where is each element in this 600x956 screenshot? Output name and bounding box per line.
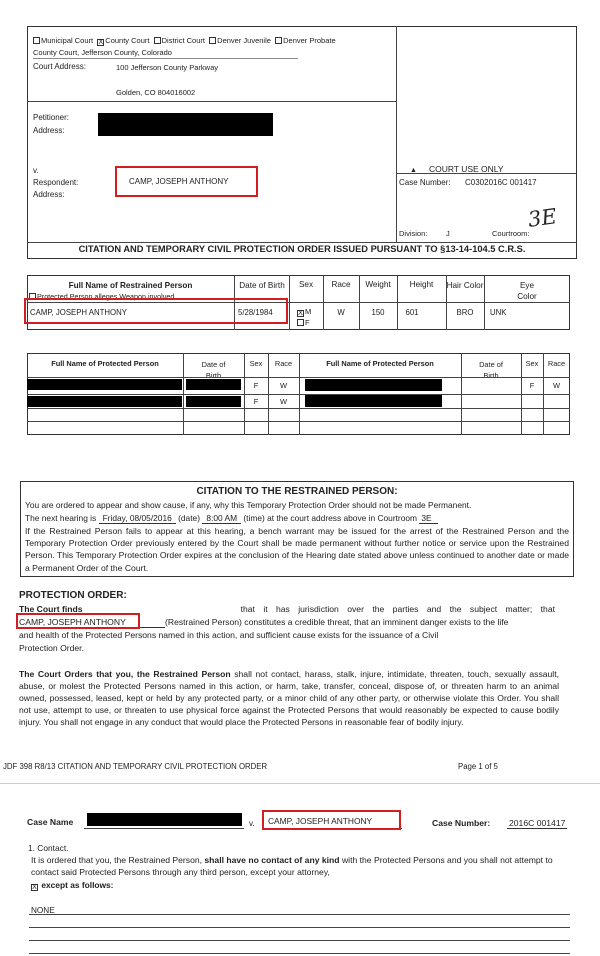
col-eye: Eye Color (517, 281, 537, 301)
col-hair: Hair Color (446, 281, 484, 290)
redacted-protected-name-1 (27, 379, 182, 390)
court-address-line2: Golden, CO 804016002 (116, 88, 196, 97)
except-checkbox-box[interactable]: X (32, 884, 37, 891)
redacted-protected-dob-1 (186, 379, 241, 390)
col-protected-dob-1: Date of Birth (201, 360, 226, 377)
except-checkbox[interactable]: X except as follows: (32, 880, 114, 891)
court-option-county[interactable]: X County Court (98, 36, 150, 46)
petitioner-label: Petitioner: (33, 113, 70, 122)
restrained-name-value: CAMP, JOSEPH ANTHONY (30, 308, 127, 317)
p2-case-number: 2016C 001417 (509, 818, 566, 828)
petitioner-address-label: Address: (33, 126, 65, 135)
col-sex: Sex (298, 280, 314, 289)
col-weight: Weight (365, 280, 391, 289)
redacted-protected-name-3 (27, 396, 182, 407)
citation-line1: You are ordered to appear and show cause, if any, why this Temporary Protection Order should not be made Permanent. (25, 500, 472, 510)
courtroom-signature: 3E (526, 204, 559, 232)
caption-box (27, 26, 577, 259)
checkbox-district[interactable] (154, 37, 161, 44)
court-option-municipal[interactable]: Municipal Court (33, 36, 93, 45)
restrained-sex-m: X M (298, 307, 312, 317)
contact-text: It is ordered that you, the Restrained Person, shall have no contact of any kind with the Protected Persons and you shall not attempt to contact said Protected Persons through any third person, except your attorney, (31, 855, 553, 878)
citation-hearing-line: The next hearing is Friday, 08/05/2016 (date) 8:00 AM (time) at the court address above in Courtroom 3E (25, 513, 438, 523)
redacted-protected-name-4 (305, 395, 442, 407)
restrained-eye-value: UNK (490, 308, 507, 317)
checkbox-municipal[interactable] (33, 37, 40, 44)
protected-sex-1a: F (253, 381, 259, 390)
hearing-date: Friday, 08/05/2016 (99, 513, 176, 524)
col-dob: Date of Birth (239, 281, 285, 290)
court-address-label: Court Address: (33, 62, 86, 71)
p2-case-number-label: Case Number: (432, 818, 491, 828)
redacted-petitioner (98, 113, 273, 136)
citation-body: If the Restrained Person fails to appear at this hearing, a bench warrant may be issued for the arrest of the Restrained Person and the Temporary Protection Order previously entered by the Court shall be made permanent without further notice or service upon the Restrained Person. This Temporary Protection Order expires at the conclusion of the Hearing date stated above unless continued to another date or made a Permanent Order of the Court. (25, 526, 569, 573)
finds-name-line: CAMP, JOSEPH ANTHONY (Restrained Person) constitutes a credible threat, that an imminent danger exists to the life (19, 617, 509, 627)
col-protected-race-2: Race (547, 359, 566, 368)
checkbox-juvenile[interactable] (209, 37, 216, 44)
restrained-race-value: W (337, 308, 345, 317)
findings-line4: Protection Order. (19, 643, 84, 653)
except-value: NONE (31, 906, 55, 915)
restrained-sex-f: F (297, 318, 310, 327)
up-arrow-icon: ▲ (410, 167, 417, 174)
col-protected-race-1: Race (274, 359, 293, 368)
protected-sex-2a: F (529, 381, 535, 390)
court-name: County Court, Jefferson County, Colorado (33, 48, 172, 57)
protected-race-2a: W (552, 381, 561, 390)
protected-race-1b: W (279, 397, 288, 406)
p2-respondent-highlight (262, 810, 401, 830)
hearing-time: 8:00 AM (202, 513, 241, 524)
contact-heading: 1. Contact. (28, 843, 69, 853)
redacted-protected-name-2 (305, 379, 442, 391)
restrained-hair-value: BRO (456, 308, 474, 317)
inline-name-highlight (16, 613, 140, 629)
findings-line3: and health of the Protected Persons named in this action, and sufficient cause exists for the issuance of a Civil (19, 630, 439, 640)
case-number: C0302016C 001417 (465, 178, 537, 187)
checkbox-probate[interactable] (275, 37, 282, 44)
restrained-dob-value: 5/28/1984 (238, 308, 273, 317)
case-name-label: Case Name (27, 817, 74, 827)
protected-sex-1b: F (253, 397, 259, 406)
protected-race-1a: W (279, 381, 288, 390)
col-race: Race (331, 280, 351, 289)
weapon-checkbox[interactable]: Protected Person alleges Weapon involved (29, 292, 174, 301)
case-number-label: Case Number: (399, 178, 451, 187)
citation-title: CITATION TO THE RESTRAINED PERSON: (196, 486, 398, 497)
col-protected-name-1: Full Name of Protected Person (51, 359, 159, 368)
col-protected-sex-2: Sex (525, 359, 539, 368)
col-height: Height (409, 280, 434, 289)
v-label: v. (33, 166, 39, 175)
respondent-highlight (115, 166, 258, 197)
court-use-only: ▲ COURT USE ONLY (410, 164, 504, 174)
division-label: Division: (399, 229, 428, 238)
court-checkbox-row (33, 36, 336, 46)
courtroom-label: Courtroom: (492, 229, 530, 238)
col-protected-name-2: Full Name of Protected Person (326, 359, 434, 368)
document-title: CITATION AND TEMPORARY CIVIL PROTECTION ORDER ISSUED PURSUANT TO §13-14-104.5 C.R.S. (78, 244, 526, 254)
sex-f-checkbox[interactable] (297, 319, 304, 326)
court-option-probate[interactable]: Denver Probate (275, 36, 336, 45)
court-address-line1: 100 Jefferson County Parkway (116, 63, 219, 72)
court-finds-line: The Court finds that it has jurisdiction over the parties and the subject matter; that (19, 604, 555, 614)
court-option-juvenile[interactable]: Denver Juvenile (209, 36, 271, 45)
restrained-name-inline: CAMP, JOSEPH ANTHONY (19, 617, 165, 628)
hearing-room: 3E (419, 513, 437, 524)
p2-v-label: v. (249, 819, 255, 828)
redacted-protected-dob-3 (186, 396, 241, 407)
restrained-height-value: 601 (405, 308, 419, 317)
col-restrained-name: Full Name of Restrained Person (68, 281, 193, 290)
respondent-name: CAMP, JOSEPH ANTHONY (129, 177, 229, 186)
division-value: J (446, 229, 450, 238)
col-protected-dob-2: Date of Birth (479, 360, 503, 377)
respondent-address-label: Address: (33, 190, 65, 199)
sex-m-checkbox[interactable]: X (298, 310, 303, 317)
protection-order-title: PROTECTION ORDER: (19, 590, 127, 601)
redacted-case-name (87, 813, 242, 826)
court-option-district[interactable]: District Court (154, 36, 205, 45)
respondent-label: Respondent: (33, 178, 79, 187)
checkbox-county[interactable]: X (98, 39, 104, 46)
restrained-highlight (24, 298, 288, 324)
court-orders: The Court Orders that you, the Restrained Person shall not contact, harass, stalk, injure, intimidate, threaten, touch, sexually assault, abuse, or molest the Protected Persons named in this action, or harm, take, transfer, conceal, dispose of, or threaten harm to an animal owned, possessed, leased, kept or held by any protected party, or a minor child of any other party, or otherwise violate this Order. You shall not use, attempt to use, or threaten to use physical force against the Protected Persons that would reasonably be expected to cause bodily injury. You shall not engage in any conduct that would place the Protected Persons in reasonable fear of bodily injury. (19, 669, 559, 727)
p2-respondent: CAMP, JOSEPH ANTHONY (268, 816, 373, 826)
col-protected-sex-1: Sex (249, 359, 263, 368)
page-number: Page 1 of 5 (458, 762, 498, 771)
form-id: JDF 398 R8/13 CITATION AND TEMPORARY CIVIL PROTECTION ORDER (3, 762, 268, 771)
restrained-weight-value: 150 (371, 308, 385, 317)
